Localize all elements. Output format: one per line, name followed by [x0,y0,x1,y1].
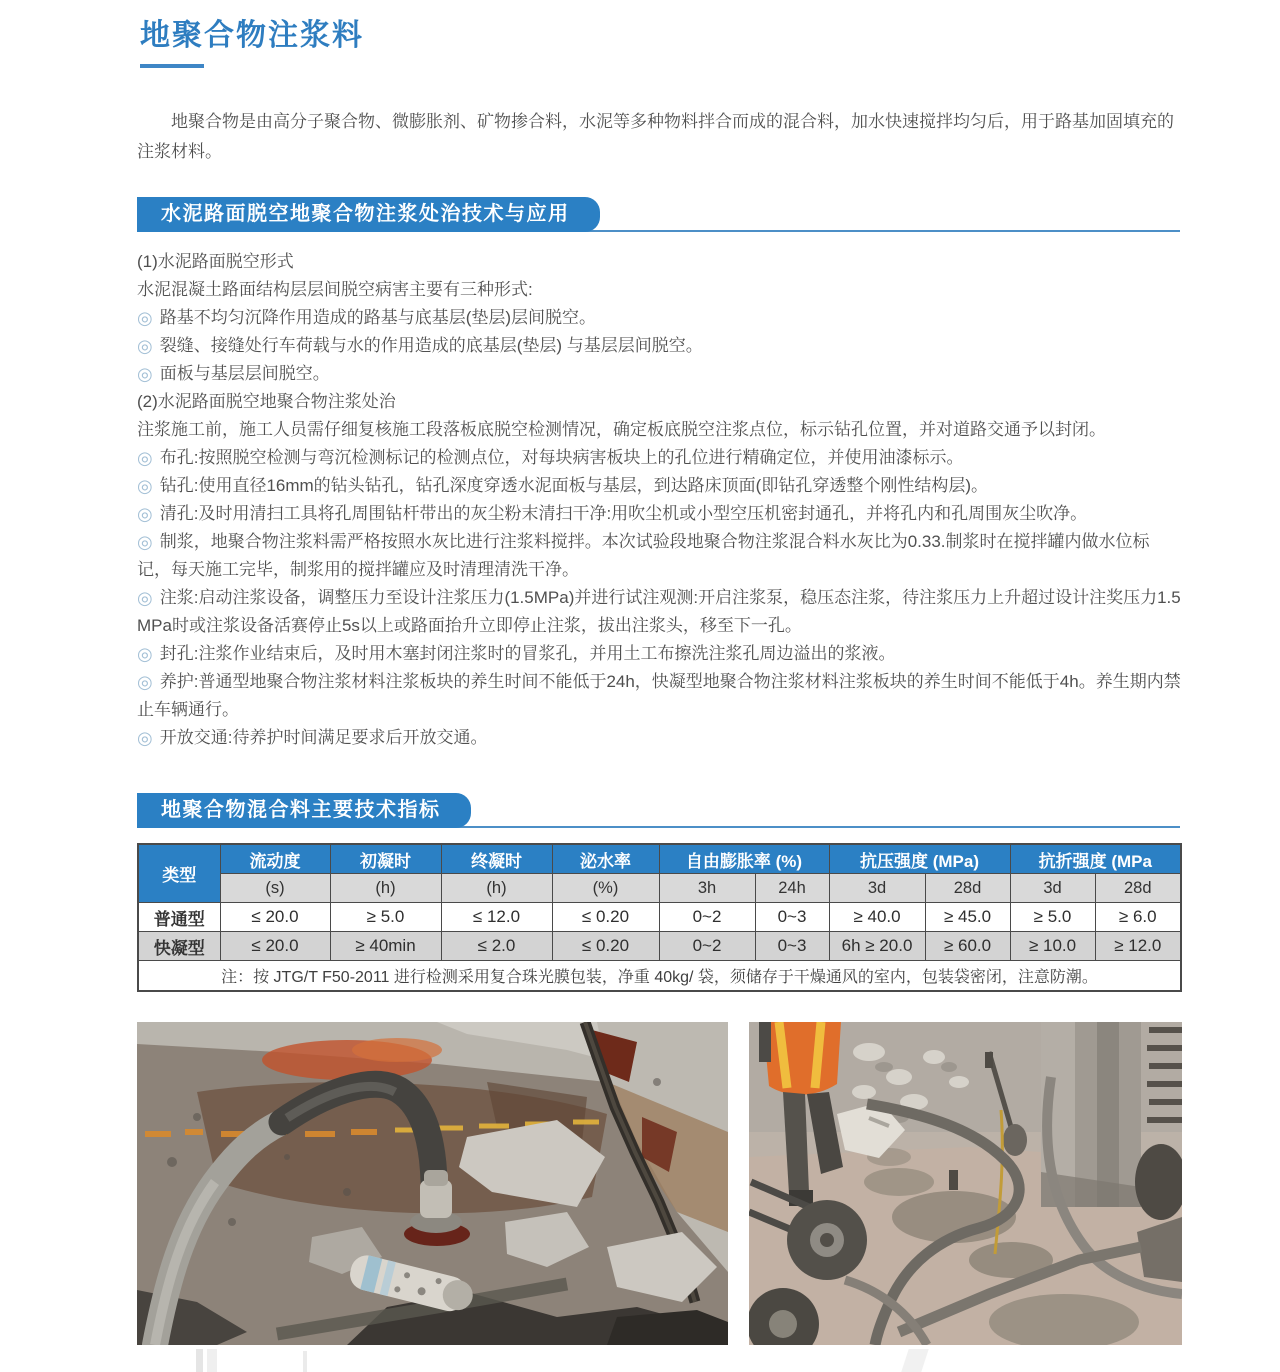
unit-bleeding: (%) [552,874,659,903]
cell-expansion-3h: 0~2 [659,903,755,932]
cell-flow: ≤ 20.0 [220,903,330,932]
block-text: 面板与基层层间脱空。 [159,364,330,383]
title-underline [140,64,204,68]
unit-expansion-3h: 3h [659,874,755,903]
text-block [137,528,1183,584]
col-header-type: 类型 [138,844,220,903]
section-header-specs [137,793,1180,828]
bullseye-bullet-icon: ◎ [137,448,153,468]
block-text: 钻孔:使用直径16mm的钻头钻孔，钻孔深度穿透水泥面板与基层，到达路床顶面(即钻孔穿透整个刚性结构层)。 [159,476,988,495]
cell-final-set: ≤ 2.0 [441,932,552,961]
unit-flow: (s) [220,874,330,903]
bullseye-bullet-icon: ◎ [137,532,153,552]
bullseye-bullet-icon: ◎ [137,644,153,664]
bullseye-bullet-icon: ◎ [137,588,153,608]
section-badge-specs: 地聚合物混合料主要技术指标 [137,793,471,828]
cell-expansion-3h: 0~2 [659,932,755,961]
table-row [138,903,1181,932]
unit-flexural-3d: 3d [1010,874,1095,903]
row-type-label: 普通型 [138,903,220,932]
grouting-site-equipment-photo [749,1022,1182,1345]
text-block [137,248,1183,276]
text-block [137,416,1183,444]
text-block [137,640,1183,668]
block-text: 注浆:启动注浆设备，调整压力至设计注浆压力(1.5MPa)并进行试注观测:开启注浆泵，稳压态注浆，待注浆压力上升超过设计注奖压力1.5MPa时或注浆设备活赛停止5s以上或路面抬升立即停止注浆，拔出注浆头，移至下一孔。 [137,588,1181,635]
bullseye-bullet-icon: ◎ [137,336,153,356]
scan-artifact [901,1349,928,1372]
cell-bleeding: ≤ 0.20 [552,932,659,961]
table-row [138,932,1181,961]
unit-compressive-28d: 28d [925,874,1010,903]
col-header-expansion: 自由膨胀率 (%) [659,844,829,874]
text-block [137,500,1183,528]
cell-compressive-28d: ≥ 60.0 [925,932,1010,961]
block-text: 制浆，地聚合物注浆料需严格按照水灰比进行注浆料搅拌。本次试验段地聚合物注浆混合料水灰比为0.33.制浆时在搅拌罐内做水位标记，每天施工完毕，制浆用的搅拌罐应及时清理清洗干净。 [137,532,1150,579]
row-type-label: 快凝型 [138,932,220,961]
section-header-treatment [137,197,1180,232]
table-note-row [138,961,1181,992]
cell-flexural-28d: ≥ 6.0 [1095,903,1181,932]
cell-expansion-24h: 0~3 [755,903,829,932]
photo-illustration [749,1022,1182,1345]
block-text: 路基不均匀沉降作用造成的路基与底基层(垫层)层间脱空。 [159,308,597,327]
unit-final-set: (h) [441,874,552,903]
text-block [137,584,1183,640]
text-block [137,388,1183,416]
spec-table [137,843,1182,992]
bullseye-bullet-icon: ◎ [137,308,153,328]
block-text: (2)水泥路面脱空地聚合物注浆处治 [137,392,396,411]
bullseye-bullet-icon: ◎ [137,364,153,384]
cell-initial-set: ≥ 40min [330,932,441,961]
pavement-grouting-hose-photo [137,1022,728,1345]
cell-flow: ≤ 20.0 [220,932,330,961]
bullseye-bullet-icon: ◎ [137,504,153,524]
unit-initial-set: (h) [330,874,441,903]
block-text: 注浆施工前，施工人员需仔细复核施工段落板底脱空检测情况，确定板底脱空注浆点位，标示钻孔位置，并对道路交通予以封闭。 [137,420,1106,439]
text-block [137,276,1183,304]
scan-artifact [303,1351,307,1372]
col-header-compressive: 抗压强度 (MPa) [829,844,1010,874]
unit-expansion-24h: 24h [755,874,829,903]
cell-expansion-24h: 0~3 [755,932,829,961]
table-note: 注：按 JTG/T F50-2011 进行检测采用复合珠光膜包装，净重 40kg/ 袋，须储存于干燥通风的室内，包装袋密闭，注意防潮。 [138,961,1181,992]
section-badge-treatment: 水泥路面脱空地聚合物注浆处治技术与应用 [137,197,600,232]
photo-illustration [137,1022,728,1345]
block-text: 布孔:按照脱空检测与弯沉检测标记的检测点位，对每块病害板块上的孔位进行精确定位，并使用油漆标示。 [159,448,964,467]
col-header-initial-set: 初凝时 [330,844,441,874]
text-block [137,444,1183,472]
page-title: 地聚合物注浆料 [140,19,364,52]
cell-compressive-28d: ≥ 45.0 [925,903,1010,932]
scan-artifact [207,1349,217,1372]
text-block [137,472,1183,500]
intro-paragraph: 地聚合物是由高分子聚合物、微膨胀剂、矿物掺合料，水泥等多种物料拌合而成的混合料，加水快速搅拌均匀后，用于路基加固填充的注浆材料。 [137,112,1174,161]
cell-compressive-3d: ≥ 40.0 [829,903,925,932]
col-header-final-set: 终凝时 [441,844,552,874]
text-block [137,332,1183,360]
col-header-bleeding: 泌水率 [552,844,659,874]
cell-bleeding: ≤ 0.20 [552,903,659,932]
bullseye-bullet-icon: ◎ [137,672,153,692]
text-block [137,304,1183,332]
text-block [137,668,1183,724]
bullseye-bullet-icon: ◎ [137,728,153,748]
text-block [137,724,1183,752]
block-text: (1)水泥路面脱空形式 [137,252,294,271]
block-text: 养护:普通型地聚合物注浆材料注浆板块的养生时间不能低于24h，快凝型地聚合物注浆材料注浆板块的养生时间不能低于4h。养生期内禁止车辆通行。 [137,672,1181,719]
treatment-section-body [137,248,1183,752]
text-block [137,360,1183,388]
block-text: 水泥混凝土路面结构层层间脱空病害主要有三种形式: [137,280,533,299]
col-header-flexural: 抗折强度 (MPa [1010,844,1181,874]
cell-flexural-3d: ≥ 5.0 [1010,903,1095,932]
block-text: 清孔:及时用清扫工具将孔周围钻杆带出的灰尘粉末清扫干净:用吹尘机或小型空压机密封通孔，并将孔内和孔周围灰尘吹净。 [159,504,1088,523]
unit-flexural-28d: 28d [1095,874,1181,903]
cell-compressive-3d: 6h ≥ 20.0 [829,932,925,961]
unit-compressive-3d: 3d [829,874,925,903]
cell-final-set: ≤ 12.0 [441,903,552,932]
cell-flexural-3d: ≥ 10.0 [1010,932,1095,961]
cell-flexural-28d: ≥ 12.0 [1095,932,1181,961]
bullseye-bullet-icon: ◎ [137,476,153,496]
block-text: 裂缝、接缝处行车荷载与水的作用造成的底基层(垫层) 与基层层间脱空。 [159,336,703,355]
cell-initial-set: ≥ 5.0 [330,903,441,932]
block-text: 开放交通:待养护时间满足要求后开放交通。 [159,728,488,747]
col-header-flow: 流动度 [220,844,330,874]
scan-artifact [196,1349,203,1372]
block-text: 封孔:注浆作业结束后，及时用木塞封闭注浆时的冒浆孔，并用土工布擦洗注浆孔周边溢出的浆液。 [159,644,896,663]
